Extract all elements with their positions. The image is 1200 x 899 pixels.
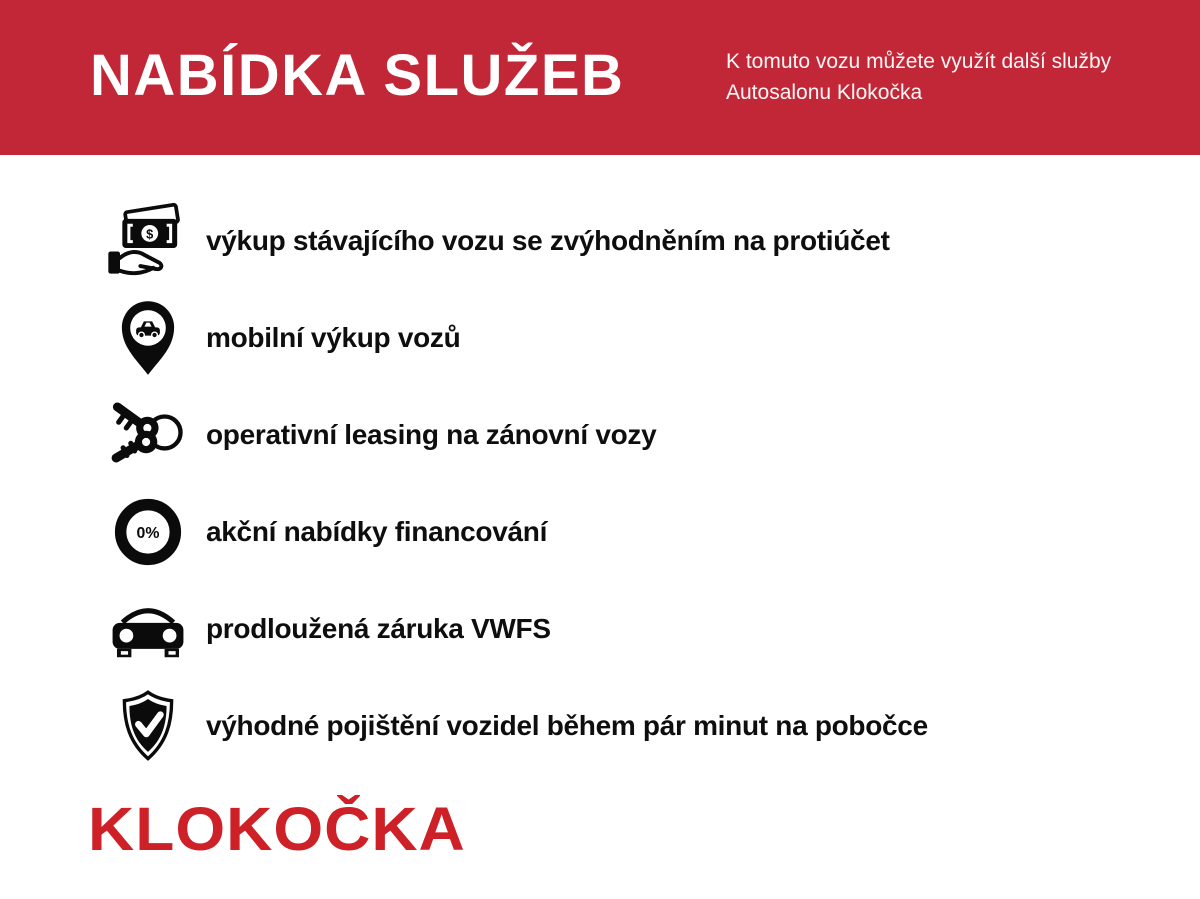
shield-check-icon — [104, 684, 192, 768]
service-label: prodloužená záruka VWFS — [206, 612, 551, 644]
service-item-financing — [104, 483, 1104, 580]
service-item-trade-in — [104, 192, 1104, 289]
header-subtitle — [726, 46, 1166, 108]
car-location-pin-icon — [104, 296, 192, 380]
car-front-icon — [104, 587, 192, 671]
service-label: akční nabídky financování — [206, 515, 548, 547]
zero-percent-icon — [104, 490, 192, 574]
service-item-warranty — [104, 580, 1104, 677]
service-label: mobilní výkup vozů — [206, 321, 461, 353]
header-subtitle-line1: K tomuto vozu můžete využít další služby — [726, 50, 1112, 73]
header-band — [0, 0, 1200, 155]
service-item-mobile-buyout — [104, 289, 1104, 386]
service-item-leasing — [104, 386, 1104, 483]
page-title: NABÍDKA SLUŽEB — [90, 42, 625, 108]
klokocka-logo: KLOKOČKA — [88, 794, 466, 864]
car-keys-icon — [104, 393, 192, 477]
service-label: výkup stávajícího vozu se zvýhodněním na protiúčet — [206, 224, 890, 256]
service-label: výhodné pojištění vozidel během pár minut na pobočce — [206, 709, 928, 741]
service-item-insurance — [104, 677, 1104, 774]
services-list — [104, 192, 1104, 774]
cash-in-hand-icon — [104, 199, 192, 283]
header-subtitle-line2: Autosalonu Klokočka — [726, 81, 923, 104]
zero-percent-label: 0% — [136, 524, 160, 542]
svg-text:$: $ — [146, 226, 154, 242]
service-label: operativní leasing na zánovní vozy — [206, 418, 657, 450]
